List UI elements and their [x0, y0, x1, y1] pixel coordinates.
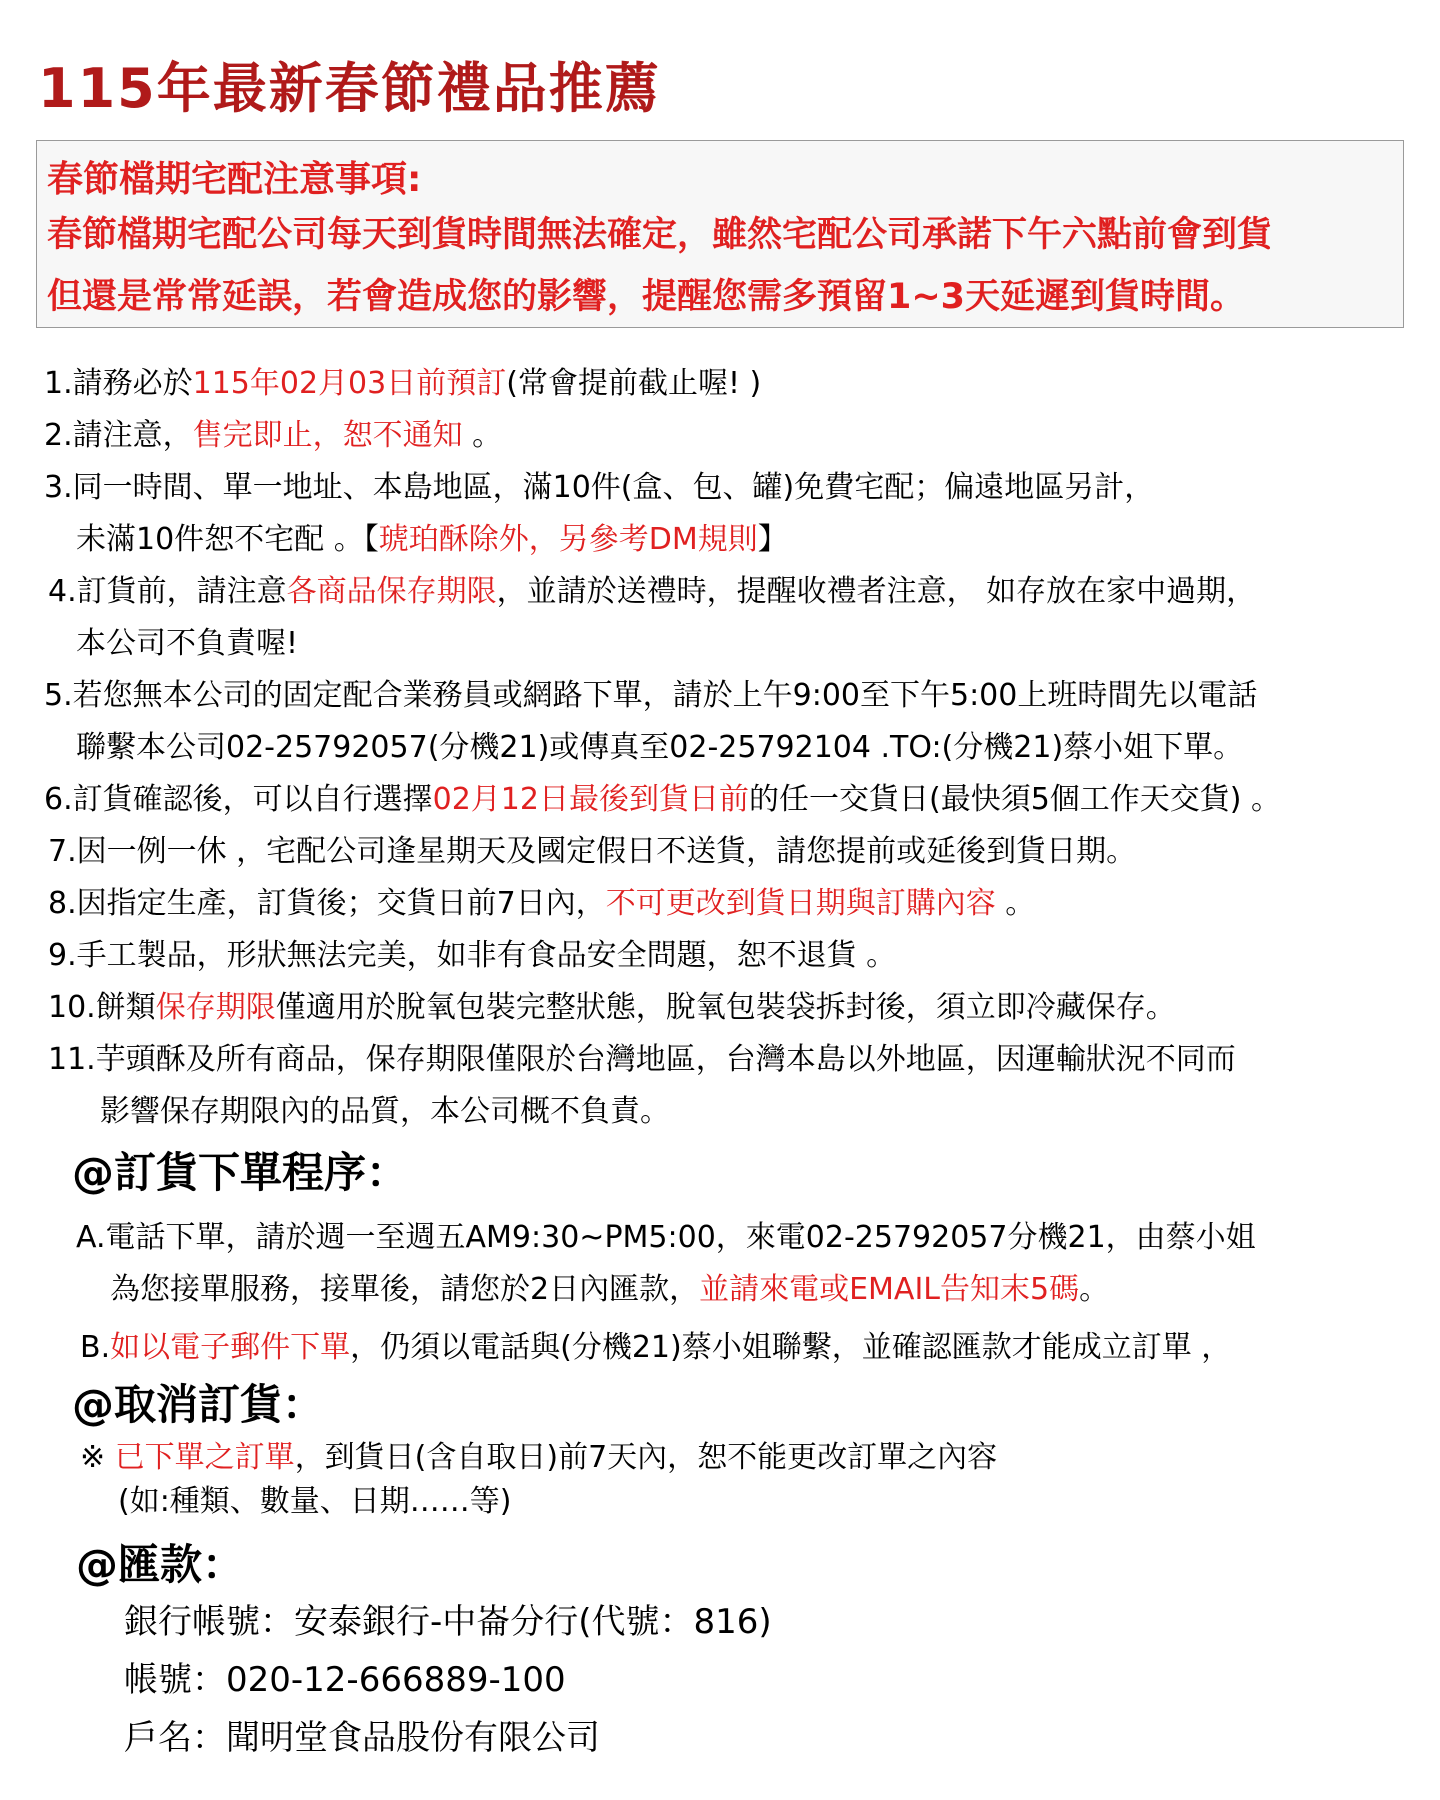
- rule-1-text: 1.請務必於: [44, 366, 193, 401]
- notice-line-1: 春節檔期宅配公司每天到貨時間無法確定，雖然宅配公司承諾下午六點前會到貨: [47, 215, 1273, 255]
- rule-8-text: 8.因指定生產，訂貨後；交貨日前7日內，: [48, 886, 606, 921]
- rule-5-line-2: 聯繫本公司02-25792057(分機21)或傳真至02-25792104 .TO:(分機21)蔡小姐下單。: [76, 730, 1244, 765]
- rule-4-line-2: 本公司不負責喔!: [76, 626, 299, 661]
- rule-3-highlight: 琥珀酥除外，另參考DM規則: [378, 522, 758, 557]
- rule-11-line-2: 影響保存期限內的品質，本公司概不負責。: [100, 1094, 670, 1129]
- bank-account-line: 銀行帳號：安泰銀行-中崙分行(代號：816): [124, 1602, 772, 1642]
- cancel-heading: @取消訂貨：: [72, 1380, 325, 1429]
- account-number-line: 帳號：020-12-666889-100: [124, 1660, 566, 1700]
- rule-4-highlight: 各商品保存期限: [286, 574, 497, 609]
- order-a-line-2: [110, 1264, 1109, 1308]
- order-a-highlight: 並請來電或EMAIL告知末5碼: [699, 1272, 1080, 1307]
- order-b-label: B.: [80, 1330, 111, 1365]
- cancel-line-2: (如:種類、數量、日期……等): [118, 1484, 512, 1519]
- rule-10-tail: 僅適用於脫氧包裝完整狀態，脫氧包裝袋拆封後，須立即冷藏保存。: [275, 990, 1176, 1025]
- rule-9: 9.手工製品，形狀無法完美，如非有食品安全問題，恕不退貨 。: [48, 938, 897, 973]
- rule-10-text: 10.餅類: [48, 990, 156, 1025]
- order-a-text: 為您接單服務，接單後，請您於2日內匯款，: [110, 1272, 700, 1307]
- rule-6-text: 6.訂貨確認後，可以自行選擇: [44, 782, 433, 817]
- order-b-text: ，仍須以電話與(分機21)蔡小姐聯繫，並確認匯款才能成立訂單 ，: [350, 1330, 1232, 1365]
- rule-6-highlight: 02月12日最後到貨日前: [432, 782, 749, 817]
- rule-6: [44, 774, 1281, 818]
- rule-8-highlight: 不可更改到貨日期與訂購內容: [605, 886, 996, 921]
- cancel-line-1: [80, 1432, 997, 1476]
- rule-1-highlight: 115年02月03日前預訂: [192, 366, 507, 401]
- rule-1-tail: (常會提前截止喔! ): [506, 366, 762, 401]
- rule-3-text: 未滿10件恕不宅配 。【: [76, 522, 379, 557]
- rule-6-tail: 的任一交貨日(最快須5個工作天交貨) 。: [748, 782, 1282, 817]
- rule-4-text: 4.訂貨前，請注意: [48, 574, 287, 609]
- order-b: [80, 1322, 1231, 1366]
- order-b-highlight: 如以電子郵件下單: [110, 1330, 351, 1365]
- rule-3-line-2: [76, 514, 788, 558]
- rule-1: [44, 358, 761, 402]
- rule-5-line-1: 5.若您無本公司的固定配合業務員或網路下單，請於上午9:00至下午5:00上班時間先以電話: [44, 678, 1258, 713]
- rule-3-line-1: 3.同一時間、單一地址、本島地區，滿10件(盒、包、罐)免費宅配；偏遠地區另計，: [44, 470, 1155, 505]
- cancel-mark: ※: [80, 1440, 115, 1475]
- rule-2-tail: 。: [462, 418, 503, 453]
- rule-8-tail: 。: [995, 886, 1036, 921]
- rule-8: [48, 878, 1035, 922]
- page-title: 115年最新春節禮品推薦: [38, 57, 661, 120]
- delivery-notice-box: [36, 140, 1404, 328]
- rule-4-tail: ，並請於送禮時，提醒收禮者注意， 如存放在家中過期，: [496, 574, 1257, 609]
- rule-7: 7.因一例一休 ，宅配公司逢星期天及國定假日不送貨，請您提前或延後到貨日期。: [48, 834, 1137, 869]
- cancel-highlight: 已下單之訂單: [114, 1440, 295, 1475]
- rule-4-line-1: [48, 566, 1256, 610]
- order-a-tail: 。: [1079, 1272, 1110, 1307]
- account-name-line: 戶名：聞明堂食品股份有限公司: [124, 1718, 600, 1758]
- notice-heading: 春節檔期宅配注意事項:: [47, 159, 422, 200]
- rule-10-highlight: 保存期限: [155, 990, 276, 1025]
- rule-10: [48, 982, 1176, 1026]
- notice-line-2: 但還是常常延誤，若會造成您的影響，提醒您需多預留1~3天延遲到貨時間。: [47, 277, 1246, 317]
- cancel-text: ，到貨日(含自取日)前7天內，恕不能更改訂單之內容: [294, 1440, 998, 1475]
- rule-2: [44, 410, 502, 454]
- remit-heading: @匯款：: [76, 1540, 245, 1589]
- rule-2-text: 2.請注意，: [44, 418, 193, 453]
- rule-2-highlight: 售完即止，恕不通知: [192, 418, 463, 453]
- rule-11-line-1: 11.芋頭酥及所有商品，保存期限僅限於台灣地區，台灣本島以外地區，因運輸狀況不同而: [48, 1042, 1236, 1077]
- order-a-line-1: A.電話下單，請於週一至週五AM9:30~PM5:00，來電02-25792057分機21，由蔡小姐: [76, 1220, 1256, 1255]
- rule-3-tail: 】: [757, 522, 788, 557]
- order-heading: @訂貨下單程序：: [72, 1148, 409, 1197]
